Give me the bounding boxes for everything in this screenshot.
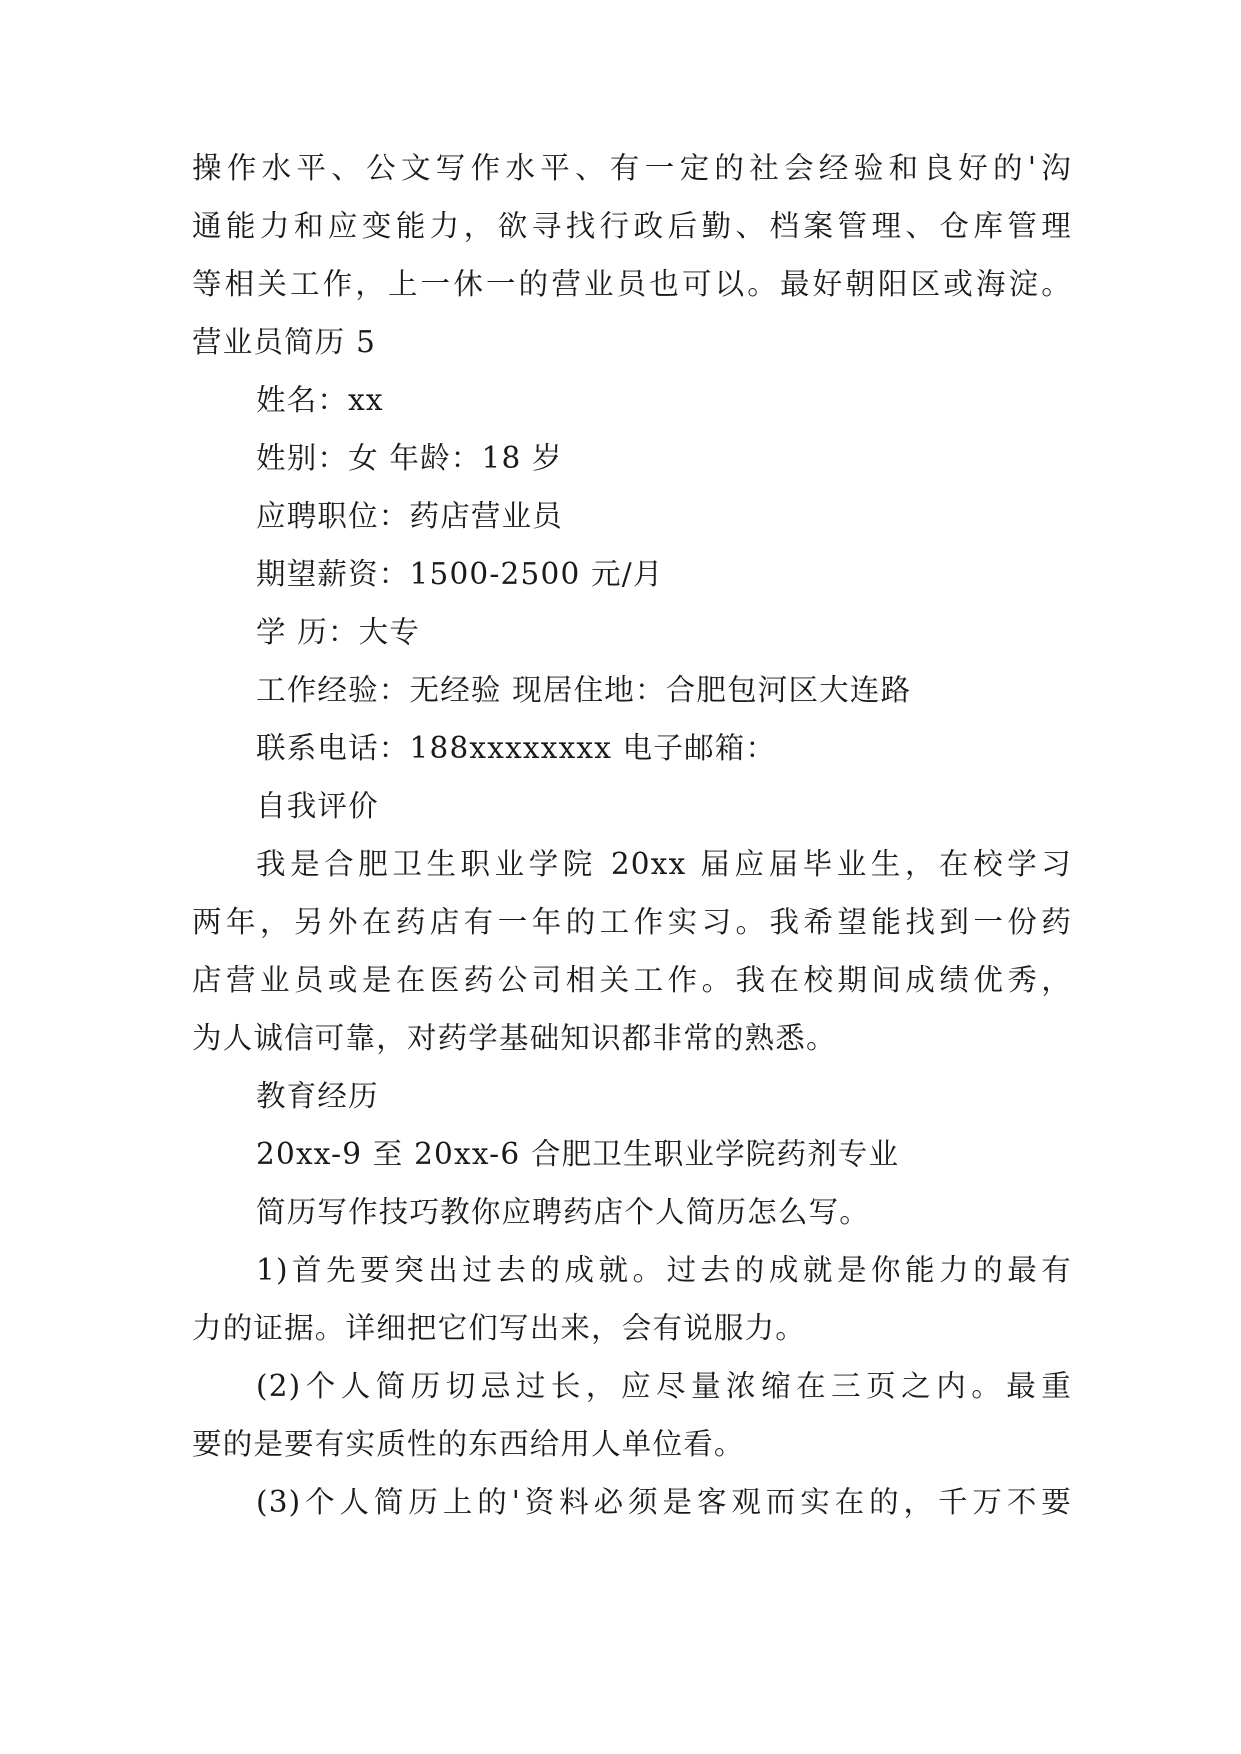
subsection-heading: 自我评价 [256,789,379,823]
section-heading: 营业员简历 5 [192,325,377,359]
body-text-line: 为人诚信可靠，对药学基础知识都非常的熟悉。 [192,1021,837,1055]
body-text-line: 我是合肥卫生职业学院 20xx 届应届毕业生，在校学习 [256,847,1072,881]
body-text-line: 两年，另外在药店有一年的工作实习。我希望能找到一份药 [192,905,1072,939]
resume-field-salary: 期望薪资：1500-2500 元/月 [256,557,664,591]
body-text-line: 通能力和应变能力，欲寻找行政后勤、档案管理、仓库管理 [192,209,1072,243]
tip-item: (2)个人简历切忌过长，应尽量浓缩在三页之内。最重 [256,1369,1072,1403]
tip-item: (3)个人简历上的'资料必须是客观而实在的，千万不要 [256,1485,1072,1519]
body-text-line: 操作水平、公文写作水平、有一定的社会经验和良好的'沟 [192,151,1072,185]
resume-field-contact: 联系电话：188xxxxxxxx 电子邮箱： [256,731,777,765]
resume-field-education: 学 历：大专 [256,615,421,649]
body-text-line: 等相关工作，上一休一的营业员也可以。最好朝阳区或海淀。 [192,267,1072,301]
resume-field-experience-residence: 工作经验：无经验 现居住地：合肥包河区大连路 [256,673,912,707]
body-text-line: 店营业员或是在医药公司相关工作。我在校期间成绩优秀， [192,963,1072,997]
tip-item: 1)首先要突出过去的成就。过去的成就是你能力的最有 [256,1253,1072,1287]
subsection-heading: 教育经历 [256,1079,379,1113]
resume-field-position: 应聘职位：药店营业员 [256,499,564,533]
body-text-line: 力的证据。详细把它们写出来，会有说服力。 [192,1311,807,1345]
body-text-line: 简历写作技巧教你应聘药店个人简历怎么写。 [256,1195,871,1229]
resume-field-name: 姓名：xx [256,383,384,417]
resume-field-gender-age: 姓别：女 年龄：18 岁 [256,441,563,475]
body-text-line: 要的是要有实质性的东西给用人单位看。 [192,1427,745,1461]
education-entry: 20xx-9 至 20xx-6 合肥卫生职业学院药剂专业 [256,1137,900,1171]
